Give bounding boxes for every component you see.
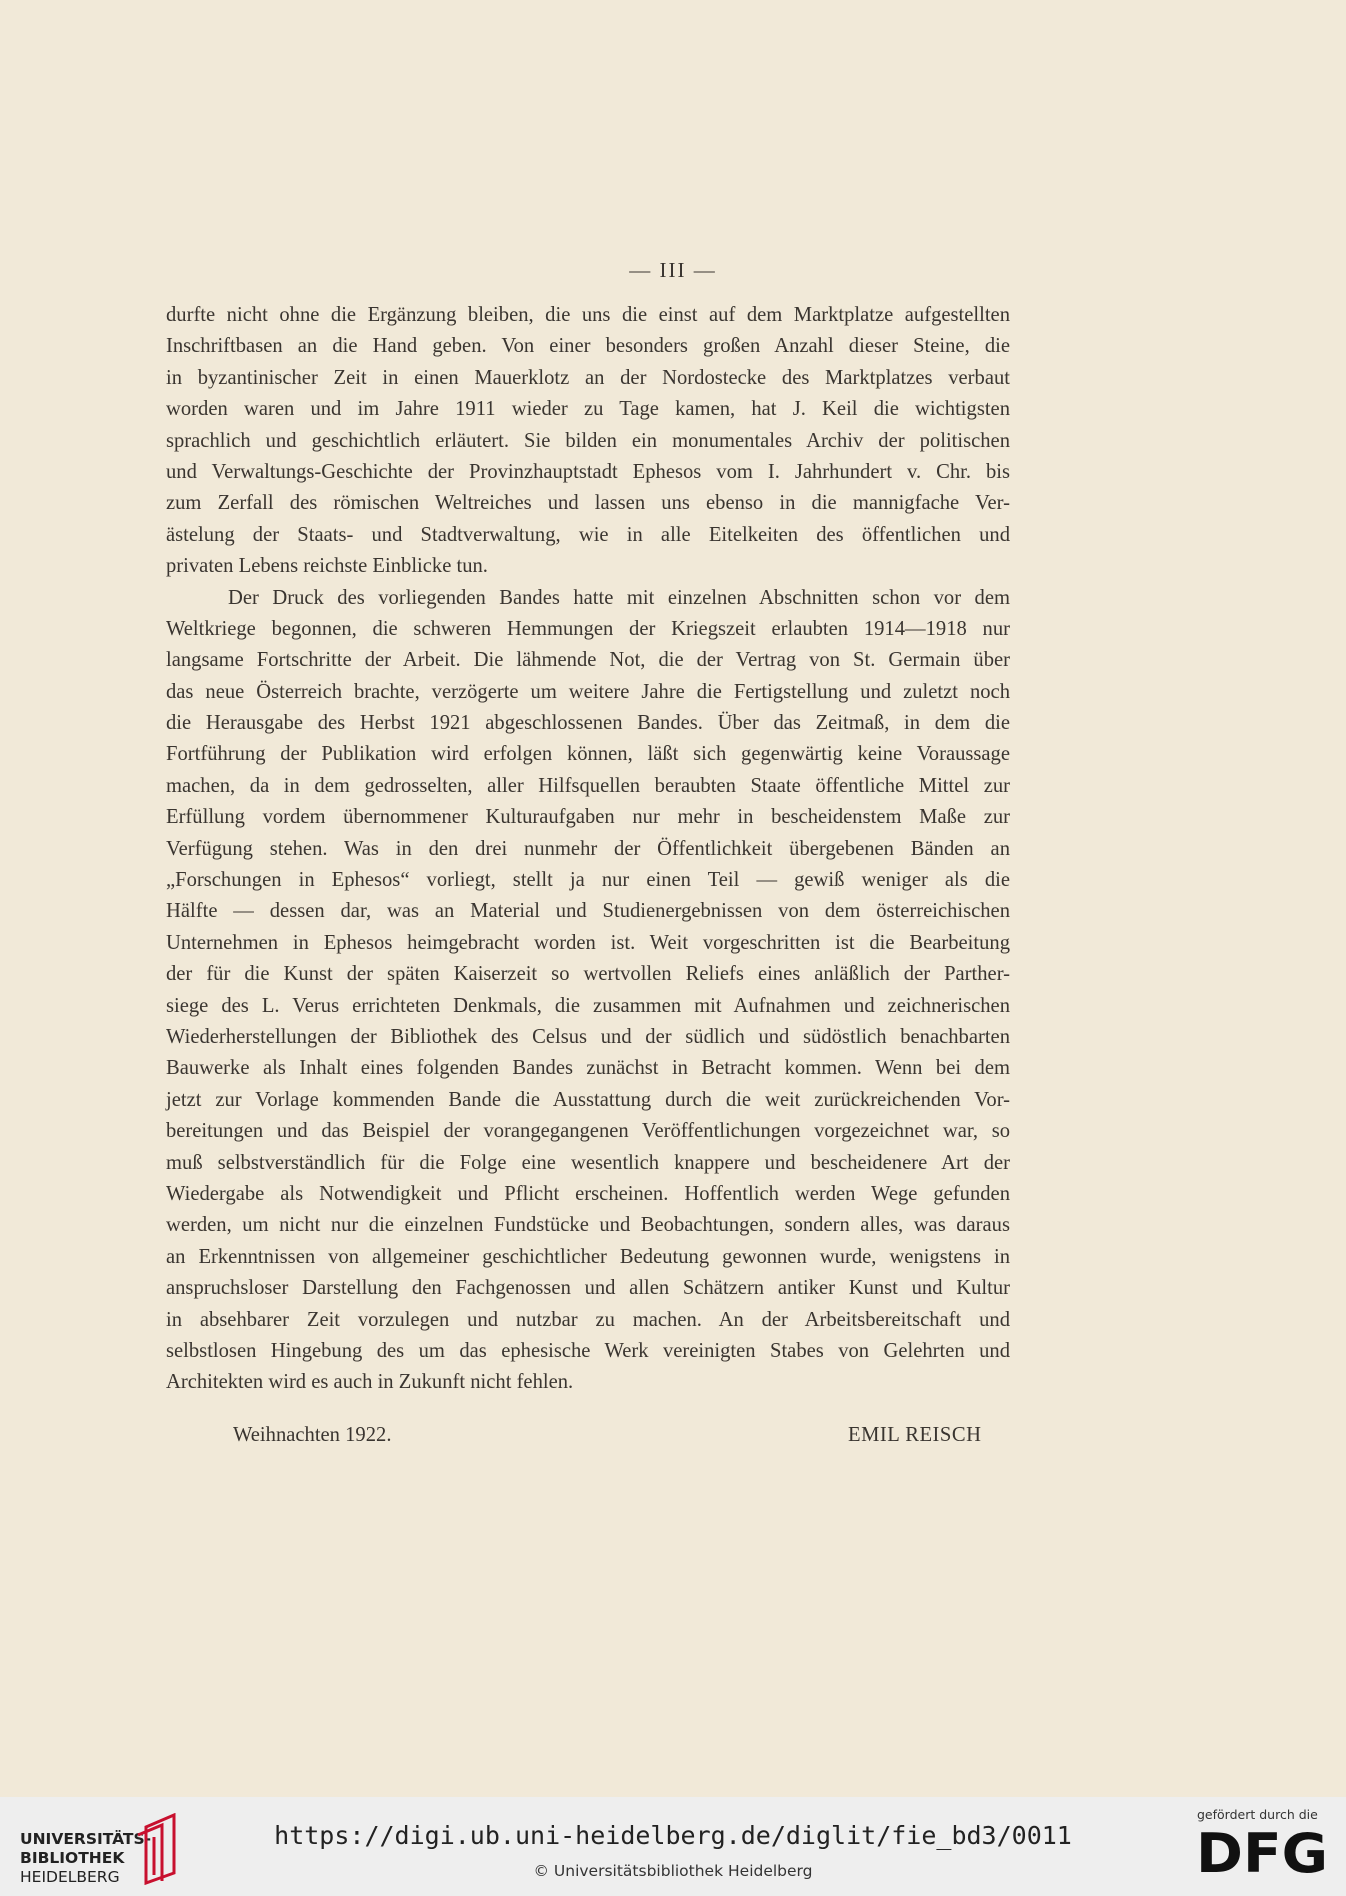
library-name-line1: UNIVERSITÄTS- [20,1830,152,1848]
text-line: die Herausgabe des Herbst 1921 abgeschlossenen Bandes. Über das Zeitmaß, in dem die [166,712,1010,735]
text-line: an Erkenntnissen von allgemeiner geschichtlicher Bedeutung gewonnen wurde, wenigstens in [166,1245,1010,1268]
text-line: werden, um nicht nur die einzelnen Fundstücke und Beobachtungen, sondern alles, was daraus [166,1214,1010,1237]
library-name-line3: HEIDELBERG [20,1868,120,1886]
text-line: in absehbarer Zeit vorzulegen und nutzbar zu machen. An der Arbeitsbereitschaft und [166,1308,1010,1331]
library-name-line2: BIBLIOTHEK [20,1849,125,1867]
text-line: Wiederherstellungen der Bibliothek des Celsus und der südlich und südöstlich benachbarten [166,1025,1010,1048]
signature-author: EMIL REISCH [848,1424,982,1446]
permalink-url[interactable]: https://digi.ub.uni-heidelberg.de/diglit/fie_bd3/0011 [274,1821,1072,1850]
text-line: zum Zerfall des römischen Weltreiches und lassen uns ebenso in die mannigfache Ver- [166,492,1010,515]
text-line: ästelung der Staats- und Stadtverwaltung, wie in alle Eitelkeiten des öffentlichen und [166,523,1010,546]
text-line: anspruchsloser Darstellung den Fachgenossen und allen Schätzern antiker Kunst und Kultur [166,1277,1010,1300]
text-line: siege des L. Verus errichteten Denkmals, die zusammen mit Aufnahmen und zeichnerischen [166,994,1010,1017]
footer-bar [0,1797,1346,1896]
text-line: in byzantinischer Zeit in einen Mauerklotz an der Nordostecke des Marktplatzes verbaut [166,366,1010,389]
funding-label: gefördert durch die [1197,1807,1318,1822]
text-line: Inschriftbasen an die Hand geben. Von einer besonders großen Anzahl dieser Steine, die [166,335,1010,358]
text-line: jetzt zur Vorlage kommenden Bande die Ausstattung durch die weit zurückreichenden Vor- [166,1088,1010,1111]
text-line: Bauwerke als Inhalt eines folgenden Bandes zunächst in Betracht kommen. Wenn bei dem [166,1057,1010,1080]
text-line: Architekten wird es auch in Zukunft nicht fehlen. [166,1371,574,1394]
text-line: worden waren und im Jahre 1911 wieder zu Tage kamen, hat J. Keil die wichtigsten [166,398,1010,421]
text-line: Der Druck des vorliegenden Bandes hatte mit einzelnen Abschnitten schon vor dem [228,586,1010,609]
dfg-logo-icon [1196,1826,1330,1878]
text-line: „Forschungen in Ephesos“ vorliegt, stellt ja nur einen Teil — gewiß weniger als die [166,869,1010,892]
page-number: — III — [629,258,717,282]
text-line: langsame Fortschritte der Arbeit. Die lähmende Not, die der Vertrag von St. Germain über [166,649,1010,672]
body-text [166,300,1010,1399]
text-line: Verfügung stehen. Was in den drei nunmehr der Öffentlichkeit übergebenen Bänden an [166,837,1010,860]
text-line: Weltkriege begonnen, die schweren Hemmungen der Kriegszeit erlaubten 1914—1918 nur [166,617,1010,640]
paragraph-1 [166,300,1010,583]
dfg-logo-text: DFG [1196,1826,1328,1878]
text-line: selbstlosen Hingebung des um das ephesische Werk vereinigten Stabes von Gelehrten und [166,1339,1010,1362]
text-line: bereitungen und das Beispiel der vorangegangenen Veröffentlichungen vorgezeichnet war, so [166,1120,1010,1143]
text-line: sprachlich und geschichtlich erläutert. Sie bilden ein monumentales Archiv der politischen [166,429,1010,452]
text-line: und Verwaltungs-Geschichte der Provinzhauptstadt Ephesos vom I. Jahrhundert v. Chr. bis [166,460,1010,483]
text-line: das neue Österreich brachte, verzögerte um weitere Jahre die Fertigstellung und zuletzt noch [166,680,1010,703]
text-line: Wiedergabe als Notwendigkeit und Pflicht erscheinen. Hoffentlich werden Wege gefunden [166,1182,1010,1205]
text-line: Unternehmen in Ephesos heimgebracht worden ist. Weit vorgeschritten ist die Bearbeitung [166,931,1010,954]
text-line: privaten Lebens reichste Einblicke tun. [166,555,488,578]
copyright-notice: © Universitätsbibliothek Heidelberg [533,1862,813,1880]
text-line: muß selbstverständlich für die Folge eine wesentlich knappere und bescheidenere Art der [166,1151,1010,1174]
text-line: Fortführung der Publikation wird erfolgen können, läßt sich gegenwärtig keine Voraussage [166,743,1010,766]
text-line: Erfüllung vordem übernommener Kulturaufgaben nur mehr in bescheidenstem Maße zur [166,806,1010,829]
text-line: der für die Kunst der späten Kaiserzeit so wertvollen Reliefs eines anläßlich der Parther- [166,963,1010,986]
paragraph-2 [166,583,1010,1399]
text-line: durfte nicht ohne die Ergänzung bleiben, die uns die einst auf dem Marktplatze aufgestellten [166,304,1010,326]
text-line: machen, da in dem gedrosselten, aller Hilfsquellen beraubten Staate öffentliche Mittel zur [166,774,1010,797]
text-line: Hälfte — dessen dar, was an Material und Studienergebnissen von dem österreichischen [166,900,1010,923]
signature-date: Weihnachten 1922. [233,1424,392,1446]
